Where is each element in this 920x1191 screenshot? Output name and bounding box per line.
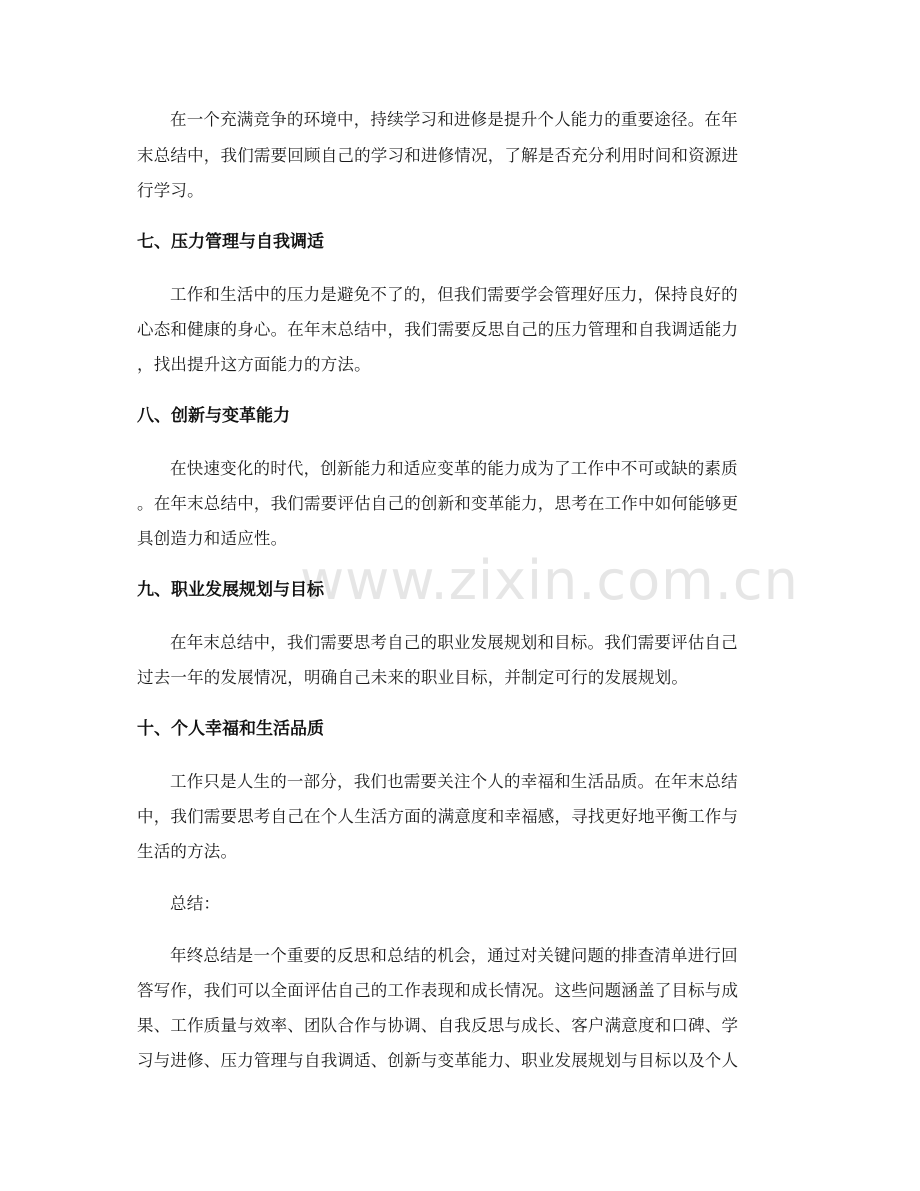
paragraph-line: 答写作，我们可以全面评估自己的工作表现和成长情况。这些问题涵盖了目标与成 <box>137 981 739 1000</box>
section-heading: 七、压力管理与自我调适 <box>137 232 324 252</box>
paragraph-line: 过去一年的发展情况，明确自己未来的职业目标，并制定可行的发展规划。 <box>137 668 689 687</box>
paragraph-line: 在年末总结中，我们需要思考自己的职业发展规划和目标。我们需要评估自己 <box>170 633 738 652</box>
paragraph-line: 末总结中，我们需要回顾自己的学习和进修情况，了解是否充分利用时间和资源进 <box>137 146 739 165</box>
paragraph-line: 具创造力和适应性。 <box>137 529 288 548</box>
paragraph-line: ，找出提升这方面能力的方法。 <box>137 355 371 374</box>
paragraph-line: 工作和生活中的压力是避免不了的，但我们需要学会管理好压力，保持良好的 <box>170 285 738 304</box>
paragraph-line: 行学习。 <box>137 181 204 200</box>
summary-label: 总结： <box>170 894 221 913</box>
section-heading: 九、职业发展规划与目标 <box>137 580 324 600</box>
paragraph-line: 中，我们需要思考自己在个人生活方面的满意度和幸福感，寻找更好地平衡工作与 <box>137 807 739 826</box>
paragraph-line: 生活的方法。 <box>137 842 238 861</box>
paragraph-line: 年终总结是一个重要的反思和总结的机会，通过对关键问题的排查清单进行回 <box>170 946 738 965</box>
section-heading: 十、个人幸福和生活品质 <box>137 719 324 739</box>
paragraph-line: 工作只是人生的一部分，我们也需要关注个人的幸福和生活品质。在年末总结 <box>170 772 738 791</box>
paragraph-line: 在一个充满竞争的环境中，持续学习和进修是提升个人能力的重要途径。在年 <box>170 110 738 129</box>
paragraph-line: 果、工作质量与效率、团队合作与协调、自我反思与成长、客户满意度和口碑、学 <box>137 1016 739 1035</box>
paragraph-line: 。在年末总结中，我们需要评估自己的创新和变革能力，思考在工作中如何能够更 <box>137 494 739 513</box>
watermark: www.zixin.com.cn <box>300 549 799 612</box>
section-heading: 八、创新与变革能力 <box>137 406 290 426</box>
paragraph-line: 习与进修、压力管理与自我调适、创新与变革能力、职业发展规划与目标以及个人 <box>137 1051 739 1070</box>
paragraph-line: 心态和健康的身心。在年末总结中，我们需要反思自己的压力管理和自我调适能力 <box>137 320 739 339</box>
paragraph-line: 在快速变化的时代，创新能力和适应变革的能力成为了工作中不可或缺的素质 <box>170 459 738 478</box>
